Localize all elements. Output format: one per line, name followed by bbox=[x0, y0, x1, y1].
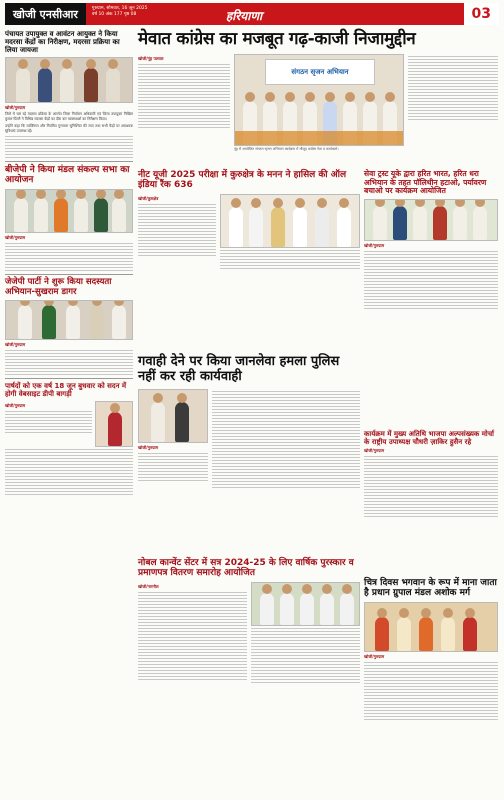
story-photo bbox=[138, 389, 208, 443]
chitra-story bbox=[364, 578, 498, 722]
story-photo bbox=[5, 300, 133, 340]
text-lines bbox=[5, 136, 133, 158]
paper-name: खोजी एनसीआर bbox=[5, 3, 86, 25]
story-headline: चित्र दिवस भगवान के रूप में माना जाता है प्रधान ग्रुपाल मंडल अशोक मर्ग bbox=[364, 578, 497, 599]
story-byline: खोजी/गुरुग्राम bbox=[364, 653, 385, 659]
story-headline: कार्यक्रम में मुख्य अतिथि भाजपा अल्पसंख्यक मोर्चा के राष्ट्रीय उपाध्यक्ष चौधरी ज़ाकिर हुसैन रहे bbox=[364, 430, 494, 447]
text-lines bbox=[138, 592, 247, 680]
masthead bbox=[5, 3, 499, 25]
text-lines bbox=[212, 391, 360, 488]
story-headline: पार्षदों को एक वर्ष 18 जून बुधवार को सदन में होगी वेबसाइट डीपी बागड़ी bbox=[5, 382, 127, 399]
story-headline: सेवा ट्रस्ट यूके द्वारा हरित भारत, हरित धरा अभियान के तहत पॉलिथीन हटाओ, पर्यावरण बचाओ पर कार्यक्रम आयोजित bbox=[364, 169, 487, 196]
nobel-story bbox=[138, 558, 360, 685]
story-byline: खोजी/नारनौल bbox=[138, 583, 159, 589]
story-byline: खोजी/गुरुग्राम bbox=[5, 234, 26, 240]
story-byline: खोजी/नूंह पलवल bbox=[138, 55, 164, 61]
text-lines bbox=[364, 251, 498, 309]
story-paragraph: जिले में चल रहे मदरसा प्रक्रिया के अंतर्गत जिला निर्वाचन अधिकारी एवं जिला उपायुक्त निखिल कुमार पिल्लै ने विभिन्न मदरसा केंद्रों का दौरा कर व्यवस्थाओं का निरीक्षण किया। bbox=[5, 112, 133, 122]
karyakram-story bbox=[364, 430, 498, 519]
section-title: हरियाणा bbox=[225, 9, 263, 23]
text-lines bbox=[138, 453, 208, 481]
story-byline: खोजी/गुरुग्राम bbox=[364, 448, 385, 454]
text-lines bbox=[220, 250, 360, 269]
text-lines bbox=[5, 243, 133, 271]
lead-photo bbox=[234, 54, 404, 146]
issue-meta bbox=[86, 3, 206, 25]
story-photo bbox=[5, 57, 133, 103]
seva-story bbox=[364, 170, 498, 311]
attack-story bbox=[138, 355, 360, 490]
story-photo bbox=[5, 189, 133, 233]
text-lines bbox=[408, 56, 498, 120]
text-lines bbox=[138, 204, 216, 256]
photo-caption: नूंह में आयोजित संगठन सृजन अभियान कार्यक्रम में मौजूद कांग्रेस नेता व कार्यकर्ता। bbox=[234, 146, 339, 151]
portrait-photo bbox=[95, 401, 133, 447]
issue-date: गुरुग्राम, सोमवार, 16 जून 2025 bbox=[91, 6, 148, 11]
story-photo bbox=[251, 582, 360, 626]
story-byline: खोजी/कुरुक्षेत्र bbox=[138, 195, 159, 201]
story-photo bbox=[364, 602, 498, 652]
story-headline: जेजेपी पार्टी ने शुरू किया सदस्यता अभियान-सुखराम डागर bbox=[5, 276, 112, 297]
story-byline: खोजी/गुरुग्राम bbox=[5, 403, 26, 409]
text-lines bbox=[5, 350, 133, 375]
story-headline: नीट यूजी 2025 परीक्षा में कुरुक्षेत्र के मनन ने हासिल की ऑल इंडिया रैंक 636 bbox=[138, 170, 347, 191]
text-lines bbox=[364, 662, 498, 720]
issue-number: वर्ष 10 अंक 177 पृष्ठ 08 bbox=[91, 11, 137, 17]
banner-text: संगठन सृजन अभियान bbox=[291, 67, 349, 76]
story-headline: नोबल कान्वेंट सेंटर में सत्र 2024-25 के लिए वार्षिक पुरस्कार व प्रमाणपत्र वितरण समारोह आयोजित bbox=[138, 558, 354, 579]
story-photo bbox=[364, 199, 498, 241]
text-lines bbox=[138, 64, 230, 128]
left-column bbox=[5, 30, 133, 497]
story-photo bbox=[220, 194, 360, 248]
lead-headline: मेवात कांग्रेस का मजबूत गढ़-काजी निजामुद्दीन bbox=[138, 29, 416, 49]
story-byline: खोजी/गुरुग्राम bbox=[364, 242, 385, 248]
text-lines bbox=[5, 411, 92, 433]
story-byline: खोजी/गुरुग्राम bbox=[5, 342, 26, 348]
story-paragraph: उन्होंने कहा कि व्यक्तिगत और नियमित गुणवत्ता सुनिश्चित की जाए तथा सभी केंद्रों पर आवश्यक सुविधाएं उपलब्ध रहें। bbox=[5, 124, 133, 134]
story-headline: पंचायत उपायुक्त व आवंटन आयुक्त ने किया मदरसा केंद्रों का निरीक्षण, मदरसा प्रक्रिया का लिया जायजा bbox=[5, 30, 120, 55]
banner bbox=[265, 59, 375, 85]
story-headline: बीजेपी ने किया मंडल संकल्प सभा का आयोजन bbox=[5, 165, 130, 186]
story-body bbox=[5, 112, 133, 134]
text-lines bbox=[5, 449, 133, 495]
story-byline: खोजी/गुरुग्राम bbox=[138, 444, 159, 450]
story-byline: खोजी/गुरुग्राम bbox=[5, 105, 26, 111]
page-number: 03 bbox=[464, 3, 499, 25]
text-lines bbox=[251, 628, 360, 683]
neet-story bbox=[138, 170, 360, 271]
story-headline: गवाही देने पर किया जानलेवा हमला पुलिस नहीं कर रही कार्यवाही bbox=[138, 354, 340, 384]
lead-story bbox=[138, 30, 498, 151]
text-lines bbox=[364, 456, 498, 517]
